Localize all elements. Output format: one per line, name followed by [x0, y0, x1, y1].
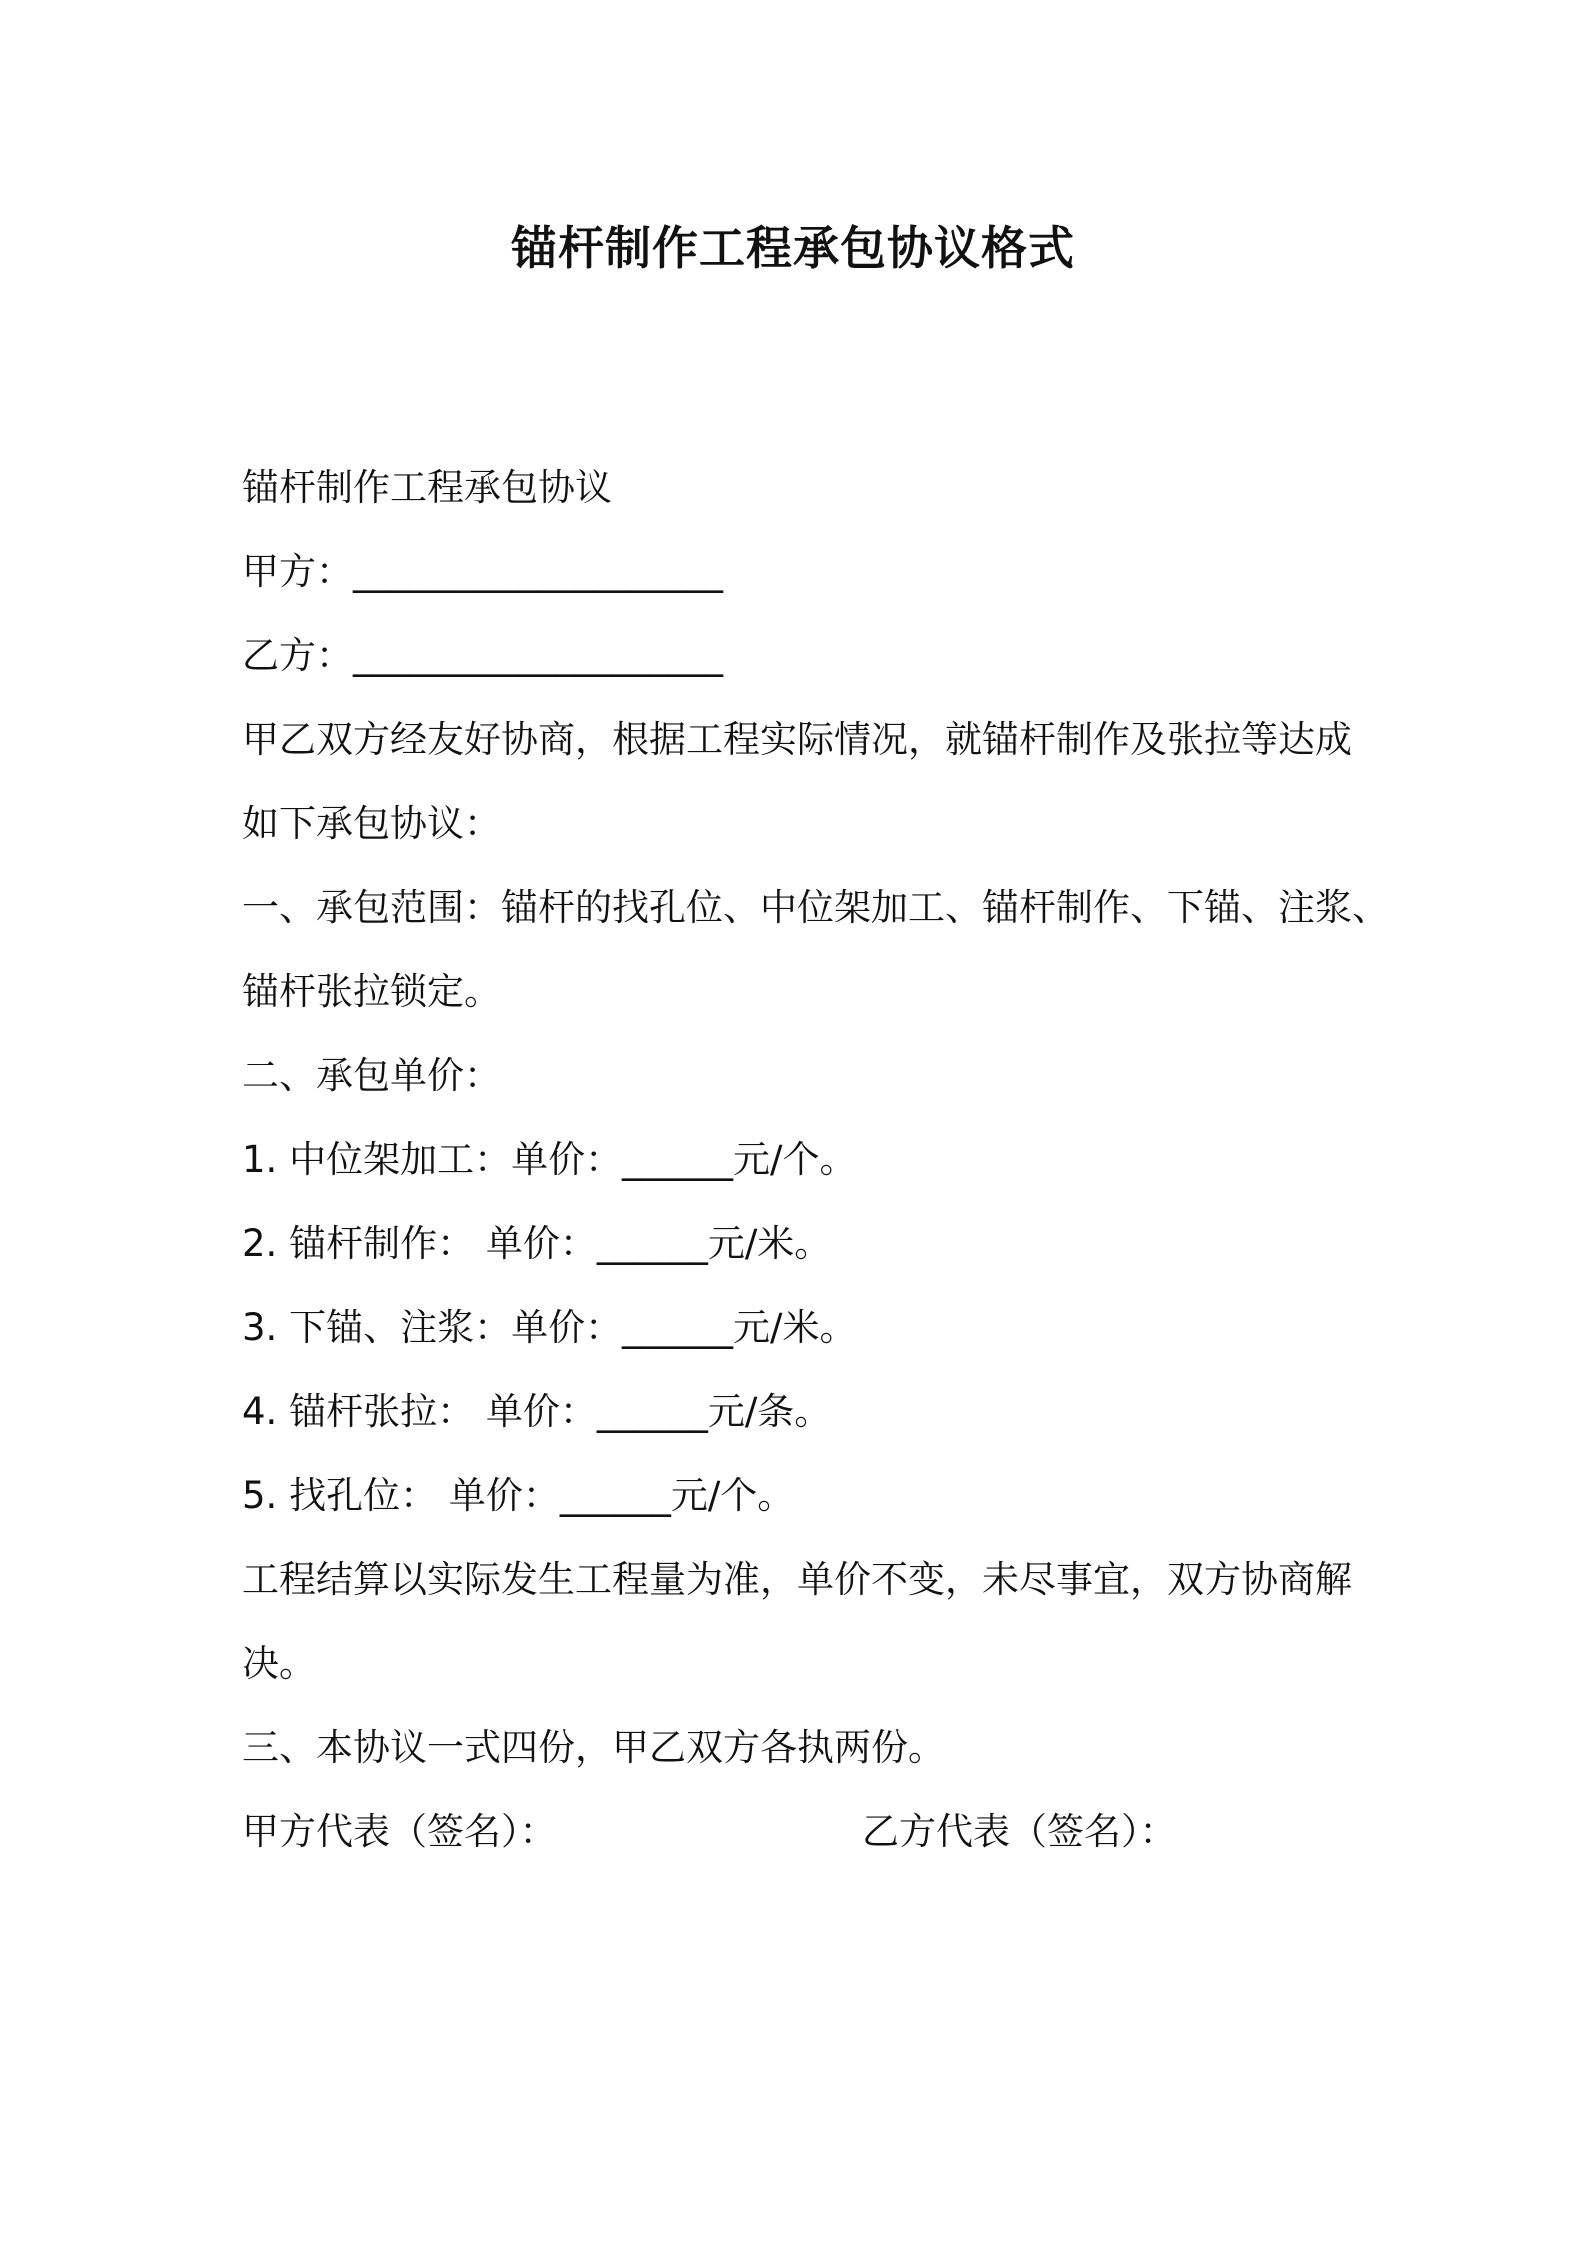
settlement-line-1: 工程结算以实际发生工程量为准，单价不变，未尽事宜，双方协商解 — [242, 1558, 1352, 1601]
agreement-heading: 锚杆制作工程承包协议 — [242, 466, 612, 509]
unit-price-heading: 二、承包单价： — [242, 1054, 501, 1097]
price-item-4: 4. 锚杆张拉： 单价：______元/条。 — [242, 1390, 832, 1433]
preamble-line-1: 甲乙双方经友好协商，根据工程实际情况，就锚杆制作及张拉等达成 — [242, 718, 1352, 761]
copies-clause: 三、本协议一式四份，甲乙双方各执两份。 — [242, 1726, 945, 1769]
price-item-3: 3. 下锚、注浆：单价：______元/米。 — [242, 1306, 857, 1349]
preamble-line-2: 如下承包协议： — [242, 802, 501, 845]
party-a-signature-label: 甲方代表（签名）： — [242, 1810, 557, 1853]
settlement-line-2: 决。 — [242, 1642, 316, 1685]
signature-row — [242, 1790, 1362, 1874]
scope-line-1: 一、承包范围：锚杆的找孔位、中位架加工、锚杆制作、下锚、注浆、 — [242, 886, 1389, 929]
document-body — [242, 446, 1389, 1874]
price-item-1: 1. 中位架加工：单价：______元/个。 — [242, 1138, 857, 1181]
price-item-5: 5. 找孔位： 单价：______元/个。 — [242, 1474, 795, 1517]
price-item-2: 2. 锚杆制作： 单价：______元/米。 — [242, 1222, 832, 1265]
party-b-signature-label: 乙方代表（签名）： — [862, 1810, 1177, 1853]
document-title: 锚杆制作工程承包协议格式 — [511, 221, 1075, 275]
party-a-line: 甲方：____________________ — [242, 550, 723, 593]
scope-line-2: 锚杆张拉锁定。 — [242, 970, 501, 1013]
party-b-line: 乙方：____________________ — [242, 634, 723, 677]
